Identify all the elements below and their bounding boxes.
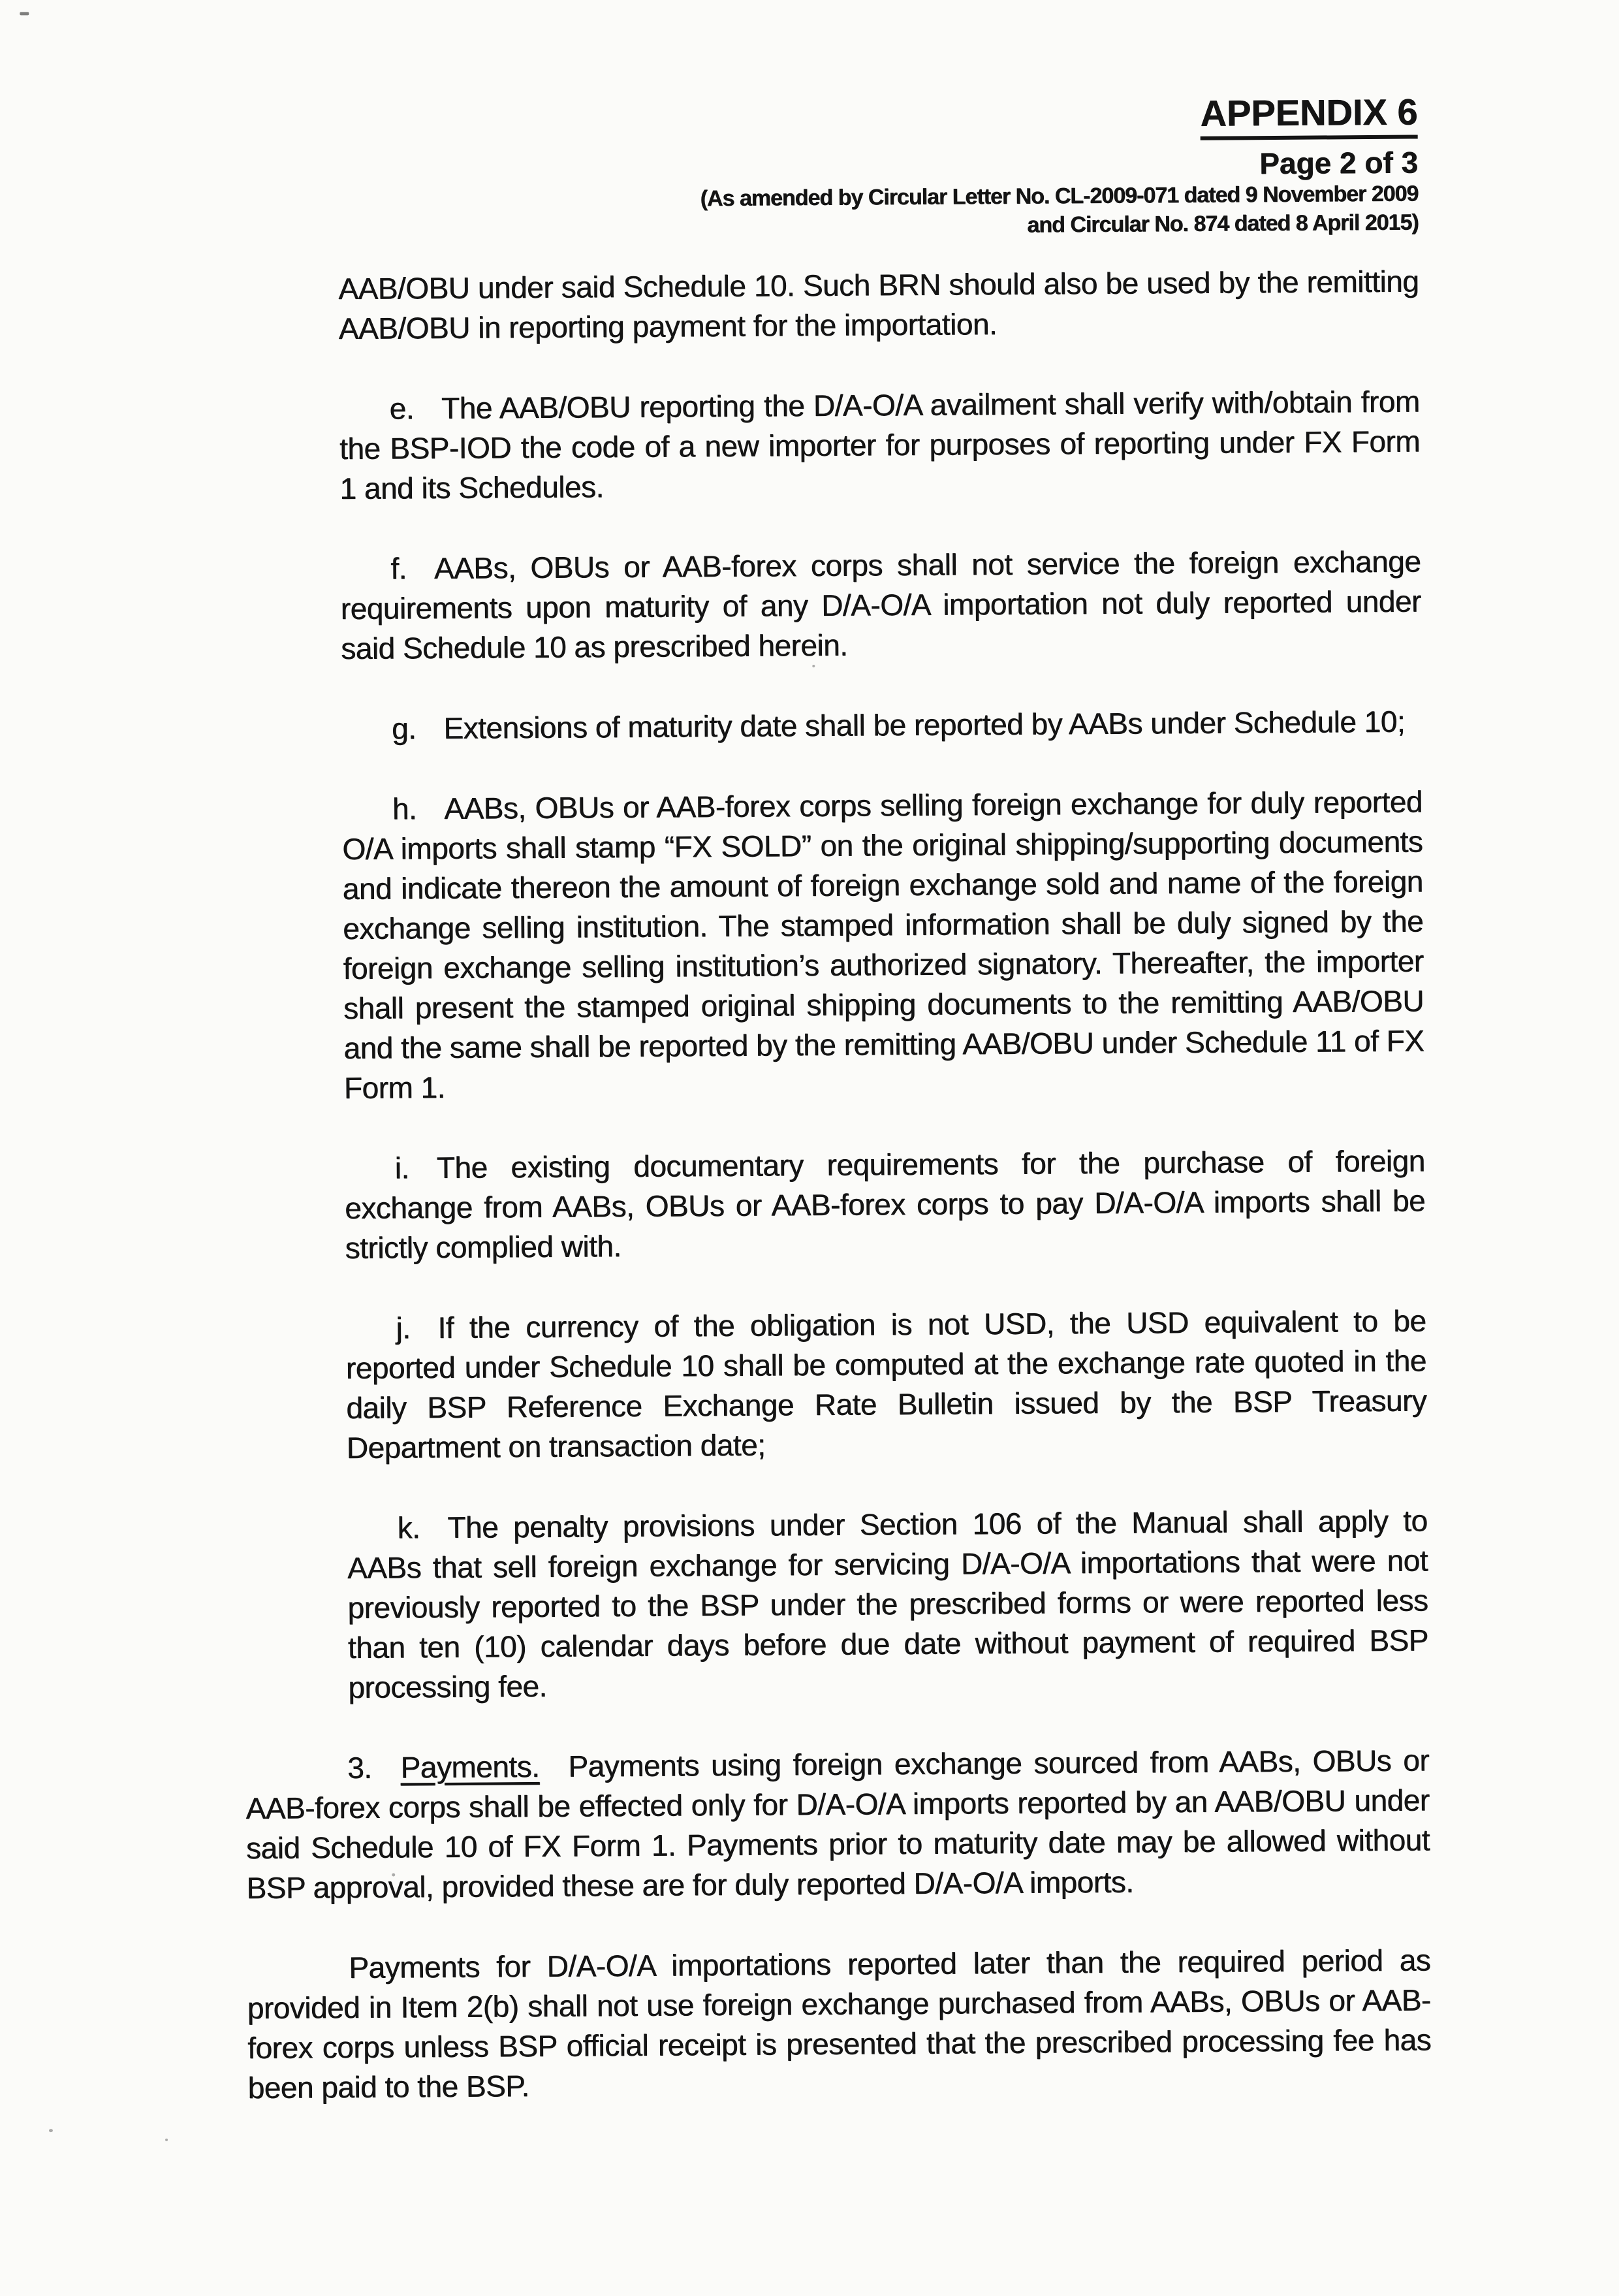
amendment-note-line2: and Circular No. 874 dated 8 April 2015)	[1027, 210, 1419, 238]
item-text: Extensions of maturity date shall be reported by AABs under Schedule 10;	[443, 704, 1406, 745]
list-item-f	[340, 541, 1421, 669]
item-label: k.	[397, 1510, 420, 1545]
scan-speck	[165, 2139, 168, 2141]
closing-paragraph: Payments for D/A-O/A importations reported later than the required period as provided in Item 2(b) shall not use foreign exchange purchased from AABs, OBUs or AAB-forex corps unless BSP official receipt is presented that the prescribed processing fee has been paid to the BSP.	[247, 1943, 1432, 2105]
item-text: The existing documentary requirements for the purchase of foreign exchange from AABs, OBUs or AAB-forex corps to pay D/A-O/A imports shall be strictly complied with.	[344, 1143, 1426, 1265]
item-text: If the currency of the obligation is not USD, the USD equivalent to be reported under Schedule 10 shall be computed at the exchange rate quoted in the daily BSP Reference Exchange Rate Bulletin issued by the BSP Treasury Department on transaction date;	[345, 1303, 1427, 1465]
list-item-e	[339, 381, 1420, 509]
scan-speck	[20, 12, 29, 15]
item-text: The penalty provisions under Section 106 of the Manual shall apply to AABs that sell foreign exchange for servicing D/A-O/A importations that were not previously reported to the BSP under the prescribed forms or were reported less than ten (10) calendar days before due date without payment of required BSP processing fee.	[347, 1503, 1428, 1704]
item-label: e.	[389, 391, 415, 426]
scan-speck	[392, 1873, 395, 1876]
list-item-g	[341, 701, 1422, 749]
appendix-heading-row	[234, 92, 1417, 147]
list-item-j	[345, 1301, 1427, 1468]
item-label: j.	[396, 1311, 411, 1345]
item-label: g.	[391, 711, 417, 746]
item-label: f.	[390, 551, 407, 586]
amendment-note-line1: (As amended by Circular Letter No. CL-2009-071 dated 9 November 2009	[700, 181, 1419, 212]
appendix-heading: APPENDIX 6	[1200, 92, 1417, 140]
item-text: Payments using foreign exchange sourced from AABs, OBUs or AAB-forex corps shall be effected only for D/A-O/A imports reported by an AAB/OBU under said Schedule 10 of FX Form 1. Payments prior to maturity date may be allowed without BSP approval, provided these are for duly reported D/A-O/A imports.	[245, 1743, 1430, 1905]
scan-speck	[812, 665, 815, 667]
page-number: Page 2 of 3	[1259, 145, 1419, 181]
item-label: i.	[394, 1151, 409, 1185]
list-item-i	[344, 1141, 1425, 1268]
scan-speck	[49, 2129, 53, 2132]
item-text: AABs, OBUs or AAB-forex corps selling foreign exchange for duly reported O/A imports shall stamp “FX SOLD” on the original shipping/supporting documents and indicate thereon the amount of foreign exchange sold and name of the foreign exchange selling institution. The stamped information shall be duly signed by the foreign exchange selling institution’s authorized signatory. Thereafter, the importer shall present the stamped original shipping documents to the remitting AAB/OBU and the same shall be reported by the remitting AAB/OBU under Schedule 11 of FX Form 1.	[342, 784, 1424, 1105]
item-number: 3.	[347, 1750, 372, 1785]
item-label: h.	[392, 791, 417, 826]
document-body	[0, 235, 1619, 2109]
page-header	[0, 0, 1614, 247]
item-text: The AAB/OBU reporting the D/A-O/A availment shall verify with/obtain from the BSP-IOD the code of a new importer for purposes of reporting under FX Form 1 and its Schedules.	[339, 384, 1421, 506]
item-text: AABs, OBUs or AAB-forex corps shall not service the foreign exchange requirements upon maturity of any D/A-O/A importation not duly reported under said Schedule 10 as prescribed herein.	[340, 544, 1421, 666]
section-title-payments: Payments.	[400, 1749, 540, 1785]
paragraph-continuation: AAB/OBU under said Schedule 10. Such BRN should also be used by the remitting AAB/OBU in reporting payment for the importation.	[338, 264, 1419, 346]
list-item-h	[342, 782, 1424, 1108]
list-item-k	[347, 1501, 1428, 1708]
numbered-item-3	[245, 1740, 1430, 1908]
